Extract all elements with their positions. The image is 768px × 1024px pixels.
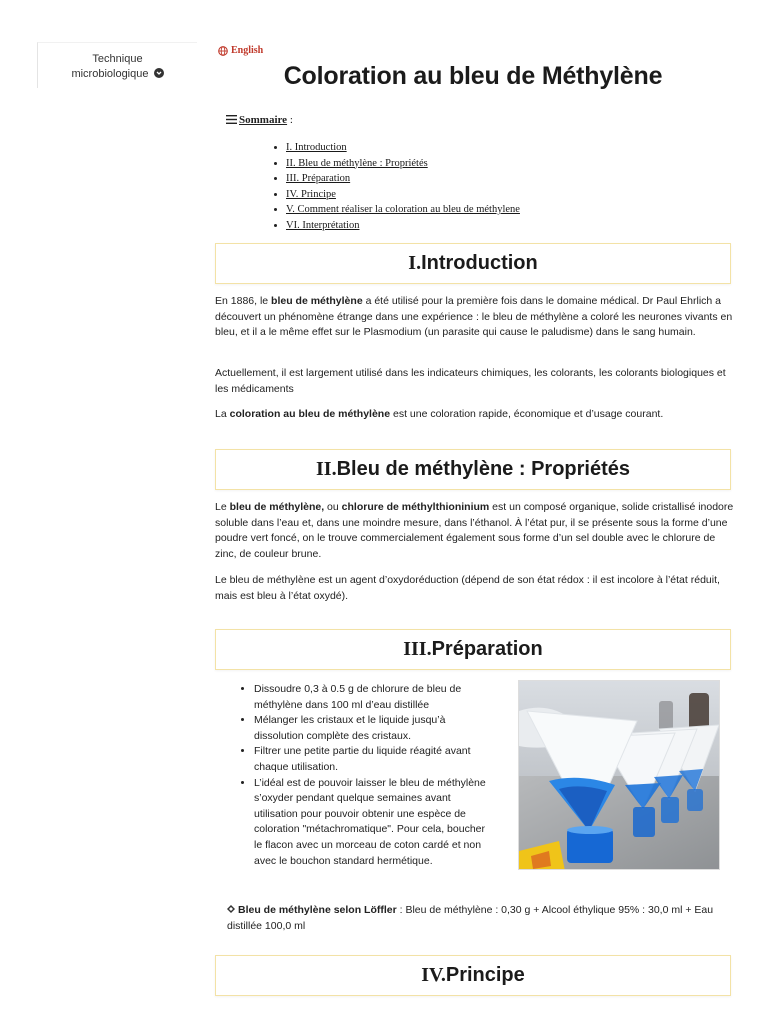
text-run: est une coloration rapide, économique et d’usage courant. bbox=[390, 408, 664, 420]
toc-link-introduction[interactable]: I. Introduction bbox=[286, 142, 347, 153]
section-number: I. bbox=[408, 252, 422, 274]
intro-paragraph-1 bbox=[215, 294, 735, 341]
language-label: English bbox=[231, 45, 264, 56]
toc-link-realiser[interactable]: V. Comment réaliser la coloration au bleu de méthylene bbox=[286, 204, 520, 215]
lab-filter-funnels-photo bbox=[518, 680, 720, 870]
toc-label: Sommaire bbox=[239, 114, 288, 126]
preparation-list bbox=[254, 682, 486, 869]
list-item: • Mélanger les cristaux et le liquide jusqu’à dissolution complète des cristaux. bbox=[254, 713, 486, 744]
text-run: En 1886, le bbox=[215, 295, 272, 307]
toc-link-principe[interactable]: IV. Principe bbox=[286, 188, 336, 200]
section-heading-proprietes bbox=[215, 449, 731, 490]
text-run: a été utilisé pour la première fois dans le domaine médical. Dr Paul Ehrlich a découvert un phénomène étrange dans une expérience : le bleu de méthylène a coloré les neurones vivants en bleu, et il a le même effet sur le Plasmodium (un parasite qui cause le paludisme) dans le sang humain. bbox=[215, 295, 733, 339]
sidebar-category-line2: microbiologique bbox=[71, 68, 149, 80]
section-heading-principe bbox=[215, 955, 731, 996]
section-title: Introduction bbox=[421, 252, 538, 274]
loffler-formula bbox=[227, 903, 727, 934]
globe-icon bbox=[218, 46, 228, 56]
toc-item bbox=[286, 156, 520, 172]
section-title: Préparation bbox=[431, 638, 543, 660]
section-number: III. bbox=[403, 638, 432, 660]
toc-link-interpretation[interactable]: VI. Interprétation bbox=[286, 219, 360, 231]
section-number: II. bbox=[316, 458, 337, 480]
sidebar-category[interactable] bbox=[37, 42, 197, 88]
text-run: La bbox=[215, 408, 230, 420]
section-heading-introduction bbox=[215, 243, 731, 284]
props-paragraph-2: Le bleu de méthylène est un agent d’oxydoréduction (dépend de son état rédox : il est incolore à l’état réduit, mais est bleu à l’état oxydé). bbox=[215, 574, 720, 602]
list-item: • Dissoudre 0,3 à 0.5 g de chlorure de bleu de méthylène dans 100 ml d’eau distillée bbox=[254, 682, 486, 713]
diamond-bullet-icon bbox=[227, 905, 235, 913]
bold-term: Bleu de méthylène selon Löffler bbox=[238, 904, 397, 916]
text-run: : Bleu de méthylène : 0,30 g + Alcool éthylique 95% : 30,0 ml + Eau distillée 100,0 ml bbox=[227, 904, 714, 932]
toc-item bbox=[286, 140, 520, 156]
page-title: Coloration au bleu de Méthylène bbox=[283, 62, 663, 90]
toc-link-proprietes[interactable]: II. Bleu de méthylène : Propriétés bbox=[286, 157, 428, 169]
section-title: Principe bbox=[445, 964, 525, 986]
bold-term: chlorure de méthylthioninium bbox=[341, 501, 490, 513]
text-run: Le bbox=[215, 501, 230, 513]
language-link[interactable] bbox=[218, 45, 263, 56]
toc-item bbox=[286, 218, 520, 234]
toc-item bbox=[286, 171, 520, 187]
menu-icon bbox=[226, 115, 237, 124]
toc-colon: : bbox=[287, 114, 293, 126]
toc-item bbox=[286, 187, 520, 203]
text-run: est un composé organique, solide cristallisé inodore soluble dans l’eau et, dans une moindre mesure, dans l’éthanol. À l’état pur, il se présente sous la forme d’une poudre vert foncé, on le trouve commercialement également sous forme d’un sel double avec le chlorure de zinc, de couleur brune. bbox=[215, 501, 734, 560]
props-paragraph-1 bbox=[215, 500, 735, 562]
chevron-down-icon[interactable] bbox=[154, 68, 164, 78]
list-item: • L’idéal est de pouvoir laisser le bleu de méthylène s’oxyder pendant quelque semaines avant utilisation pour pouvoir obtenir une espèce de coloration "métachromatique". Pour cela, boucher le flacon avec un morceau de coton cardé et non avec le bouchon standard hermétique. bbox=[254, 776, 486, 870]
toc-heading bbox=[226, 114, 293, 126]
bold-term: bleu de méthylène, bbox=[229, 501, 325, 513]
text-run: ou bbox=[324, 501, 342, 513]
bold-term: bleu de méthylène bbox=[271, 295, 363, 307]
list-item: • Filtrer une petite partie du liquide réagité avant chaque utilisation. bbox=[254, 744, 486, 775]
section-heading-preparation bbox=[215, 629, 731, 670]
toc-item bbox=[286, 202, 520, 218]
section-number: IV. bbox=[421, 964, 446, 986]
toc-link-preparation[interactable]: III. Préparation bbox=[286, 173, 351, 184]
section-title: Bleu de méthylène : Propriétés bbox=[336, 458, 630, 480]
intro-paragraph-2: Actuellement, il est largement utilisé dans les indicateurs chimiques, les colorants, les colorants biologiques et les médicaments bbox=[215, 367, 726, 395]
toc-list bbox=[286, 140, 520, 233]
sidebar-category-line1: Technique bbox=[92, 53, 143, 65]
bold-term: coloration au bleu de méthylène bbox=[229, 408, 391, 420]
intro-paragraph-3 bbox=[215, 407, 735, 423]
